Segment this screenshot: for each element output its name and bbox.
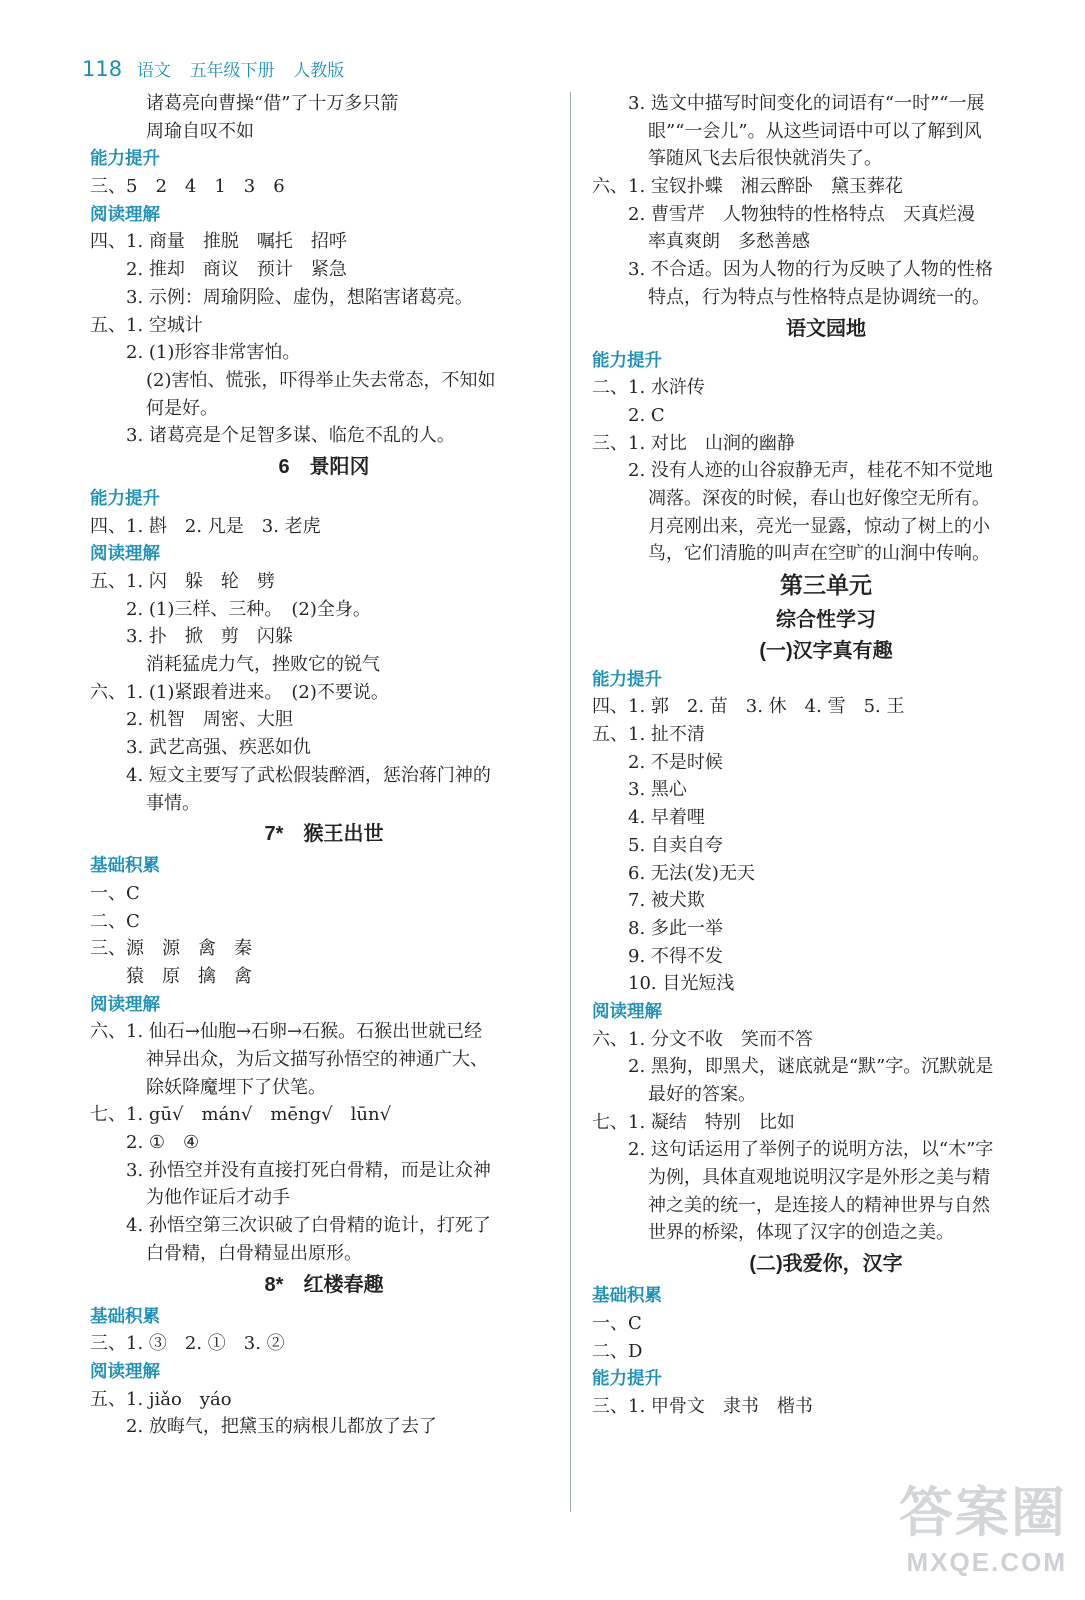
- watermark-text: 答案圈: [899, 1483, 1067, 1543]
- section-title: 综合性学习: [776, 609, 876, 631]
- section-tag: 能力提升: [90, 487, 160, 508]
- answer-line: 一、C: [90, 882, 140, 904]
- answer-line: 9. 不得不发: [628, 945, 723, 967]
- answer-line: 最好的答案。: [648, 1084, 756, 1105]
- answer-line: 3. 不合适。因为人物的行为反映了人物的性格: [628, 259, 993, 281]
- section-tag: 阅读理解: [90, 203, 160, 224]
- answer-line: 除妖降魔埋下了伏笔。: [146, 1076, 326, 1098]
- grade-label: 五年级下册: [189, 61, 275, 80]
- section-tag: 能力提升: [90, 148, 160, 169]
- answer-line: 8. 多此一举: [628, 917, 723, 939]
- watermark-site: MXQE.COM: [906, 1547, 1067, 1577]
- unit-title: 第三单元: [780, 572, 872, 598]
- section-tag: 基础积累: [592, 1285, 662, 1306]
- answer-line: 白骨精，白骨精显出原形。: [146, 1242, 362, 1264]
- answer-line: 何是好。: [146, 397, 218, 419]
- answer-line: 6. 无法(发)无天: [628, 862, 755, 884]
- answer-line: 四、1. 郭 2. 苗 3. 休 4. 雪 5. 王: [592, 696, 905, 718]
- section-tag: 阅读理解: [592, 1000, 662, 1021]
- subject-label: 语文: [136, 61, 171, 80]
- column-divider: [570, 92, 571, 1512]
- answer-line: 四、1. 斟 2. 凡是 3. 老虎: [90, 515, 321, 537]
- section-tag: 能力提升: [592, 668, 662, 689]
- section-tag: 阅读理解: [90, 543, 160, 564]
- answer-line: 六、1. 仙石→仙胞→石卵→石猴。石猴出世就已经: [90, 1021, 483, 1043]
- answer-line: 2. 机智 周密、大胆: [126, 709, 293, 731]
- section-tag: 能力提升: [592, 1368, 662, 1389]
- answer-line: 三、源 源 禽 秦: [90, 938, 252, 960]
- right-column: [592, 90, 1060, 1421]
- answer-line: 六、1. (1)紧跟着进来。 (2)不要说。: [90, 681, 389, 703]
- answer-line: 一、C: [592, 1312, 642, 1334]
- answer-line: 诸葛亮向曹操“借”了十万多只箭: [146, 93, 399, 114]
- answer-line: 神异出众，为后文描写孙悟空的神通广大、: [146, 1049, 488, 1070]
- answer-line: 10. 目光短浅: [628, 973, 735, 995]
- section-tag: 阅读理解: [90, 993, 160, 1014]
- answer-line: 鸟，它们清脆的叫声在空旷的山涧中传响。: [648, 543, 990, 565]
- answer-line: 三、1. 甲骨文 隶书 楷书: [592, 1395, 813, 1417]
- answer-line: 2. 这句话运用了举例子的说明方法，以“木”字: [628, 1139, 994, 1161]
- left-column: [90, 90, 558, 1441]
- answer-line: 六、1. 宝钗扑蝶 湘云醉卧 黛玉葬花: [592, 176, 903, 198]
- answer-line: 3. 选文中描写时间变化的词语有“一时”“一展: [628, 93, 985, 114]
- answer-line: 四、1. 商量 推脱 嘱托 招呼: [90, 231, 347, 253]
- answer-line: 世界的桥梁，体现了汉字的创造之美。: [648, 1222, 954, 1244]
- answer-line: 五、1. 空城计: [90, 314, 203, 336]
- page-header: [82, 56, 358, 81]
- answer-line: 消耗猛虎力气，挫败它的锐气: [146, 654, 380, 676]
- answer-line: 3. 黑心: [628, 779, 687, 801]
- answer-line: 三、1. 对比 山涧的幽静: [592, 432, 795, 454]
- section-tag: 阅读理解: [90, 1360, 160, 1381]
- lesson-title: 7* 猴王出世: [264, 823, 384, 846]
- section-tag: 基础积累: [90, 855, 160, 876]
- section-subtitle: (二)我爱你，汉字: [749, 1253, 903, 1276]
- answer-line: 2. 没有人迹的山谷寂静无声，桂花不知不觉地: [628, 460, 993, 482]
- answer-line: 为他作证后才动手: [146, 1187, 290, 1209]
- answer-line: 2. 不是时候: [628, 751, 723, 773]
- answer-line: 4. 短文主要写了武松假装醉酒，惩治蒋门神的: [126, 764, 491, 786]
- answer-line: 2. ① ④: [126, 1132, 200, 1154]
- page-number: 118: [82, 57, 123, 81]
- answer-line: 4. 早着哩: [628, 807, 705, 829]
- answer-line: 五、1. 闪 躲 轮 劈: [90, 571, 275, 592]
- answer-line: 神之美的统一，是连接人的精神世界与自然: [648, 1194, 990, 1216]
- answer-line: 眼”“一会儿”。从这些词语中可以了解到风: [648, 120, 982, 142]
- section-tag: 基础积累: [90, 1305, 160, 1326]
- answer-line: 3. 示例：周瑜阴险、虚伪，想陷害诸葛亮。: [126, 286, 473, 308]
- answer-line: 3. 武艺高强、疾恶如仇: [126, 737, 311, 759]
- answer-line: 五、1. jiǎo yáo: [90, 1388, 232, 1410]
- answer-line: 筝随风飞去后很快就消失了。: [648, 148, 882, 170]
- answer-line: 2. 曹雪芹 人物独特的性格特点 天真烂漫: [628, 203, 975, 225]
- lesson-title: 6 景阳冈: [278, 455, 370, 478]
- answer-line: 五、1. 扯不清: [592, 724, 705, 746]
- answer-line: 二、D: [592, 1340, 643, 1362]
- answer-line: 七、1. gū√ mán√ mēng√ lūn√: [90, 1104, 392, 1126]
- edition-label: 人教版: [293, 61, 345, 80]
- answer-line: 2. (1)三样、三种。 (2)全身。: [126, 598, 371, 620]
- answer-line: 7. 被犬欺: [628, 890, 705, 912]
- answer-line: 三、5 2 4 1 3 6: [90, 176, 285, 198]
- answer-line: 3. 诸葛亮是个足智多谋、临危不乱的人。: [126, 425, 455, 447]
- lesson-title: 8* 红楼春趣: [264, 1273, 384, 1296]
- answer-line: 三、1. ③ 2. ① 3. ②: [90, 1333, 285, 1355]
- section-subtitle: (一)汉字真有趣: [759, 640, 893, 662]
- section-title: 语文园地: [786, 317, 866, 340]
- answer-line: 猿 原 擒 禽: [126, 965, 252, 987]
- answer-line: 2. 推却 商议 预计 紧急: [126, 259, 347, 281]
- answer-line: 3. 扑 掀 剪 闪躲: [126, 626, 293, 648]
- answer-line: 事情。: [146, 792, 200, 814]
- answer-line: 率真爽朗 多愁善感: [648, 231, 810, 253]
- answer-line: 2. C: [628, 404, 665, 426]
- answer-line: 特点，行为特点与性格特点是协调统一的。: [648, 286, 990, 308]
- watermark-logo: [899, 1470, 1067, 1578]
- answer-line: 3. 孙悟空并没有直接打死白骨精，而是让众神: [126, 1159, 491, 1181]
- answer-line: 2. (1)形容非常害怕。: [126, 342, 301, 364]
- answer-line: 2. 放晦气，把黛玉的病根儿都放了去了: [126, 1416, 437, 1438]
- answer-line: (2)害怕、慌张，吓得举止失去常态，不知如: [146, 369, 496, 391]
- answer-line: 4. 孙悟空第三次识破了白骨精的诡计，打死了: [126, 1215, 491, 1237]
- answer-line: 为例，具体直观地说明汉字是外形之美与精: [648, 1167, 990, 1189]
- answer-line: 凋落。深夜的时候，春山也好像空无所有。: [648, 487, 990, 509]
- answer-line: 5. 自卖自夸: [628, 834, 723, 856]
- answer-line: 六、1. 分文不收 笑而不答: [592, 1028, 813, 1050]
- answer-line: 月亮刚出来，亮光一显露，惊动了树上的小: [648, 515, 990, 537]
- answer-line: 七、1. 凝结 特别 比如: [592, 1111, 795, 1133]
- answer-line: 2. 黑狗，即黑犬，谜底就是“默”字。沉默就是: [628, 1056, 994, 1078]
- answer-line: 周瑜自叹不如: [146, 120, 254, 142]
- answer-line: 二、1. 水浒传: [592, 377, 705, 399]
- section-tag: 能力提升: [592, 349, 662, 370]
- answer-line: 二、C: [90, 910, 140, 932]
